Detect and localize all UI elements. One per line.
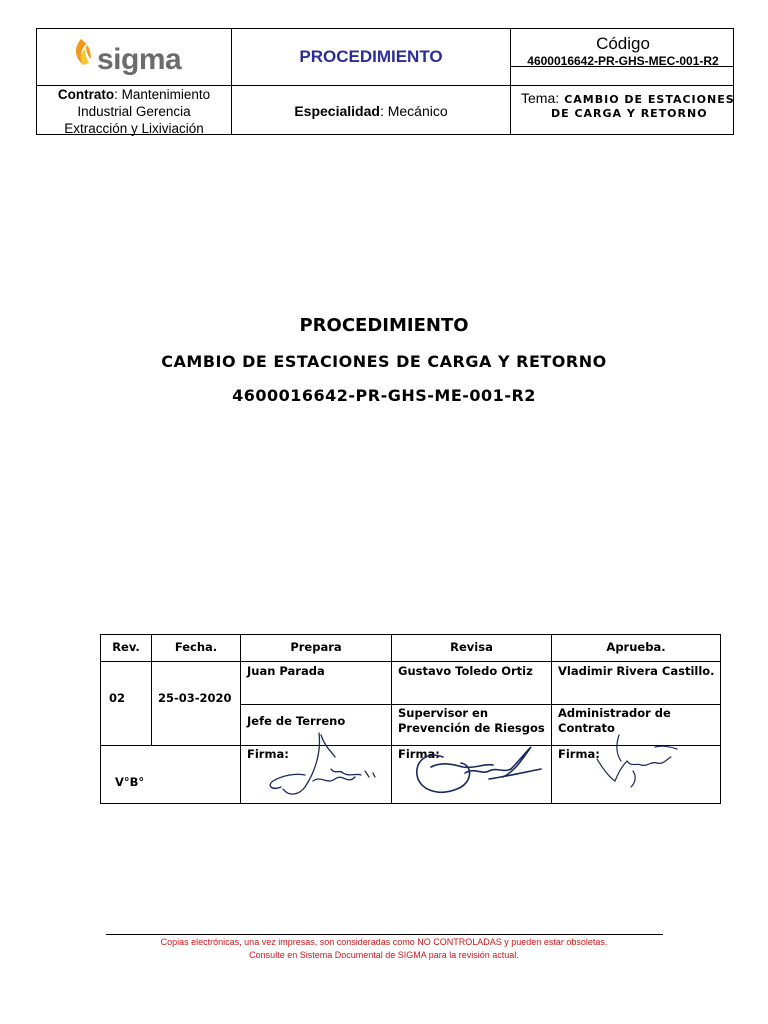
header-rev: Rev. [112, 640, 140, 654]
contrato-value: : Mantenimiento [114, 86, 211, 102]
approval-table [100, 634, 721, 804]
vobo-label: V°B° [115, 775, 145, 789]
document-subtitle: CAMBIO DE ESTACIONES DE CARGA Y RETORNO [161, 352, 607, 371]
especialidad-value: : Mecánico [379, 103, 448, 119]
header-revisa: Revisa [450, 640, 493, 654]
firma-label: Firma: [558, 747, 600, 761]
especialidad-label: Especialidad [294, 103, 380, 119]
signature-aprueba-icon [571, 731, 701, 797]
signature-revisa-icon [403, 743, 548, 803]
contrato-value: Extracción y Lixiviación [64, 120, 204, 136]
document-header-table [36, 28, 734, 135]
codigo-label: Código [596, 34, 650, 53]
revisa-name: Gustavo Toledo Ortiz [398, 664, 533, 678]
tema-value: DE CARGA Y RETORNO [551, 107, 708, 120]
logo-wordmark: sigma [97, 43, 182, 76]
footer-reference: Consulte en Sistema Documental de SIGMA para la revisión actual. [249, 950, 519, 960]
revisa-role-line: Supervisor en [398, 706, 489, 720]
especialidad-cell [232, 86, 510, 136]
rev-value: 02 [109, 691, 126, 705]
firma-label: Firma: [247, 747, 289, 761]
signature-prepara-icon [261, 729, 386, 801]
firma-label: Firma: [398, 747, 440, 761]
table-divider [101, 661, 720, 662]
tema-cell [511, 86, 735, 136]
prepara-name: Juan Parada [247, 664, 325, 678]
document-heading: PROCEDIMIENTO [299, 315, 469, 336]
contrato-value: Industrial Gerencia [77, 103, 191, 119]
table-divider [240, 704, 720, 705]
footer-rule [106, 934, 663, 935]
revisa-role-line: Prevención de Riesgos [398, 721, 545, 735]
aprueba-name: Vladimir Rivera Castillo. [558, 664, 715, 678]
revisa-role [398, 706, 545, 736]
aprueba-role-line: Administrador de [558, 706, 671, 720]
tema-colon: : [555, 90, 560, 106]
codigo-value: 4600016642-PR-GHS-MEC-001-R2 [527, 54, 719, 68]
header-title: PROCEDIMIENTO [299, 47, 443, 66]
header-aprueba: Aprueba. [606, 640, 666, 654]
fecha-value: 25-03-2020 [158, 691, 232, 705]
contrato-cell [37, 86, 231, 136]
tema-label: Tema [521, 90, 556, 106]
header-fecha: Fecha. [174, 640, 218, 654]
footer-disclaimer: Copias electrónicas, una vez impresas, son consideradas como NO CONTROLADAS y pueden estar obsoletas. [160, 937, 608, 947]
aprueba-role-line: Contrato [558, 721, 615, 735]
document-code: 4600016642-PR-GHS-ME-001-R2 [232, 386, 536, 405]
prepara-role: Jefe de Terreno [247, 714, 346, 728]
tema-value: CAMBIO DE ESTACIONES [564, 93, 735, 106]
contrato-label: Contrato [57, 86, 115, 102]
header-prepara: Prepara [290, 640, 342, 654]
